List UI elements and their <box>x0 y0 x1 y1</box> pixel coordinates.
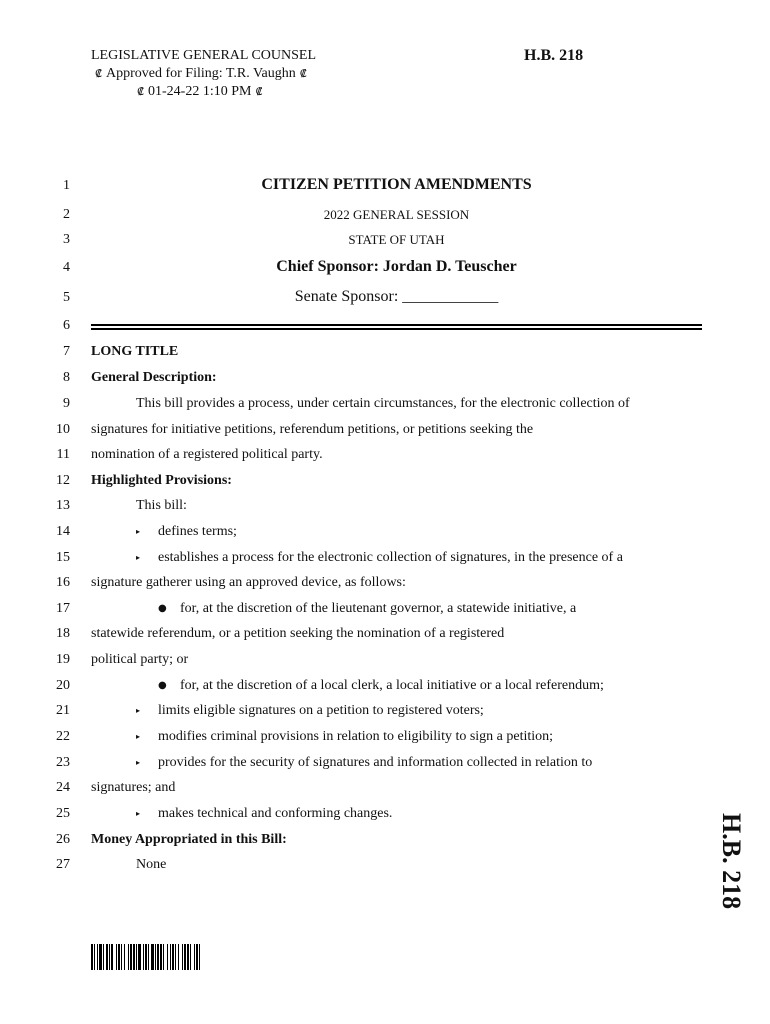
provision-continuation: statewide referendum, or a petition seeking the nomination of a registered <box>91 626 505 641</box>
money-appropriated-heading: Money Appropriated in this Bill: <box>91 832 287 847</box>
line-number: 24 <box>56 780 70 795</box>
approval-symbol: ₡ <box>255 85 263 98</box>
line-number: 1 <box>63 178 70 193</box>
description-text: This bill provides a process, under certain circumstances, for the electronic collection of <box>136 396 630 411</box>
provision-continuation: signature gatherer using an approved device, as follows: <box>91 575 406 590</box>
office-name: LEGISLATIVE GENERAL COUNSEL <box>91 48 317 63</box>
sub-provision-item: ● for, at the discretion of a local clerk, a local initiative or a local referendum; <box>158 678 604 693</box>
provision-item: ▸ provides for the security of signatures and information collected in relation to <box>136 755 593 770</box>
line-number: 5 <box>63 290 70 305</box>
bullet-triangle-icon: ▸ <box>136 527 141 536</box>
line-number: 7 <box>63 344 70 359</box>
bullet-triangle-icon: ▸ <box>136 706 141 715</box>
provision-item: ▸ makes technical and conforming changes. <box>136 806 393 821</box>
description-text: signatures for initiative petitions, referendum petitions, or petitions seeking the <box>91 422 534 437</box>
sub-provision-item: ● for, at the discretion of the lieutenant governor, a statewide initiative, a <box>158 601 577 616</box>
provision-item: ▸ defines terms; <box>136 524 237 539</box>
provision-continuation: political party; or <box>91 652 189 667</box>
general-description-heading: General Description: <box>91 370 217 385</box>
line-number: 25 <box>56 806 70 821</box>
line-number: 17 <box>56 601 70 616</box>
provision-item: ▸ establishes a process for the electronic collection of signatures, in the presence of a <box>136 550 623 565</box>
datetime-text: 01-24-22 1:10 PM <box>148 84 252 99</box>
bill-number: H.B. 218 <box>524 47 584 64</box>
provision-item: ▸ modifies criminal provisions in relation to eligibility to sign a petition; <box>136 729 554 744</box>
long-title-heading: LONG TITLE <box>91 344 179 359</box>
money-appropriated-value: None <box>136 857 167 872</box>
line-number: 8 <box>63 370 70 385</box>
bullet-triangle-icon: ▸ <box>136 732 141 741</box>
highlighted-provisions-heading: Highlighted Provisions: <box>91 473 232 488</box>
approval-symbol: ₡ <box>137 85 144 98</box>
line-number: 10 <box>56 422 70 437</box>
line-number: 21 <box>56 703 70 718</box>
line-number: 9 <box>63 396 70 411</box>
approval-line <box>91 65 316 83</box>
line-number: 23 <box>56 755 70 770</box>
chief-sponsor: Chief Sponsor: Jordan D. Teuscher <box>276 258 517 275</box>
datetime-line <box>91 83 316 101</box>
barcode-icon <box>91 944 231 970</box>
description-text: nomination of a registered political party. <box>91 447 323 462</box>
line-number: 6 <box>63 318 70 333</box>
line-number: 4 <box>63 260 70 275</box>
bullet-dot-icon: ● <box>158 680 167 691</box>
bill-title: CITIZEN PETITION AMENDMENTS <box>261 176 532 193</box>
line-number: 11 <box>56 447 70 462</box>
approval-text: Approved for Filing: T.R. Vaughn <box>106 66 296 81</box>
side-bill-label <box>706 813 746 923</box>
line-number: 26 <box>56 832 70 847</box>
side-bill-label-text: H.B. 218 <box>717 813 746 910</box>
provision-item: ▸ limits eligible signatures on a petition to registered voters; <box>136 703 484 718</box>
provision-intro: This bill: <box>136 498 187 513</box>
approval-symbol: ₡ <box>299 67 307 80</box>
approval-symbol: ₡ <box>95 67 102 80</box>
bullet-triangle-icon: ▸ <box>136 758 141 767</box>
line-number: 19 <box>56 652 70 667</box>
header-block <box>91 47 316 101</box>
senate-sponsor: Senate Sponsor: ____________ <box>294 288 499 305</box>
line-number: 15 <box>56 550 70 565</box>
line-number: 12 <box>56 473 70 488</box>
session-line: 2022 GENERAL SESSION <box>323 207 470 222</box>
line-number: 20 <box>56 678 70 693</box>
line-number: 18 <box>56 626 70 641</box>
line-number: 16 <box>56 575 70 590</box>
line-number: 27 <box>56 857 70 872</box>
bullet-dot-icon: ● <box>158 603 167 614</box>
line-number: 14 <box>56 524 70 539</box>
line-number: 13 <box>56 498 70 513</box>
line-number: 3 <box>63 232 70 247</box>
bullet-triangle-icon: ▸ <box>136 553 141 562</box>
state-line: STATE OF UTAH <box>348 232 445 247</box>
title-divider <box>91 324 702 330</box>
provision-continuation: signatures; and <box>91 780 176 795</box>
line-number: 22 <box>56 729 70 744</box>
bullet-triangle-icon: ▸ <box>136 809 141 818</box>
line-number: 2 <box>63 207 70 222</box>
